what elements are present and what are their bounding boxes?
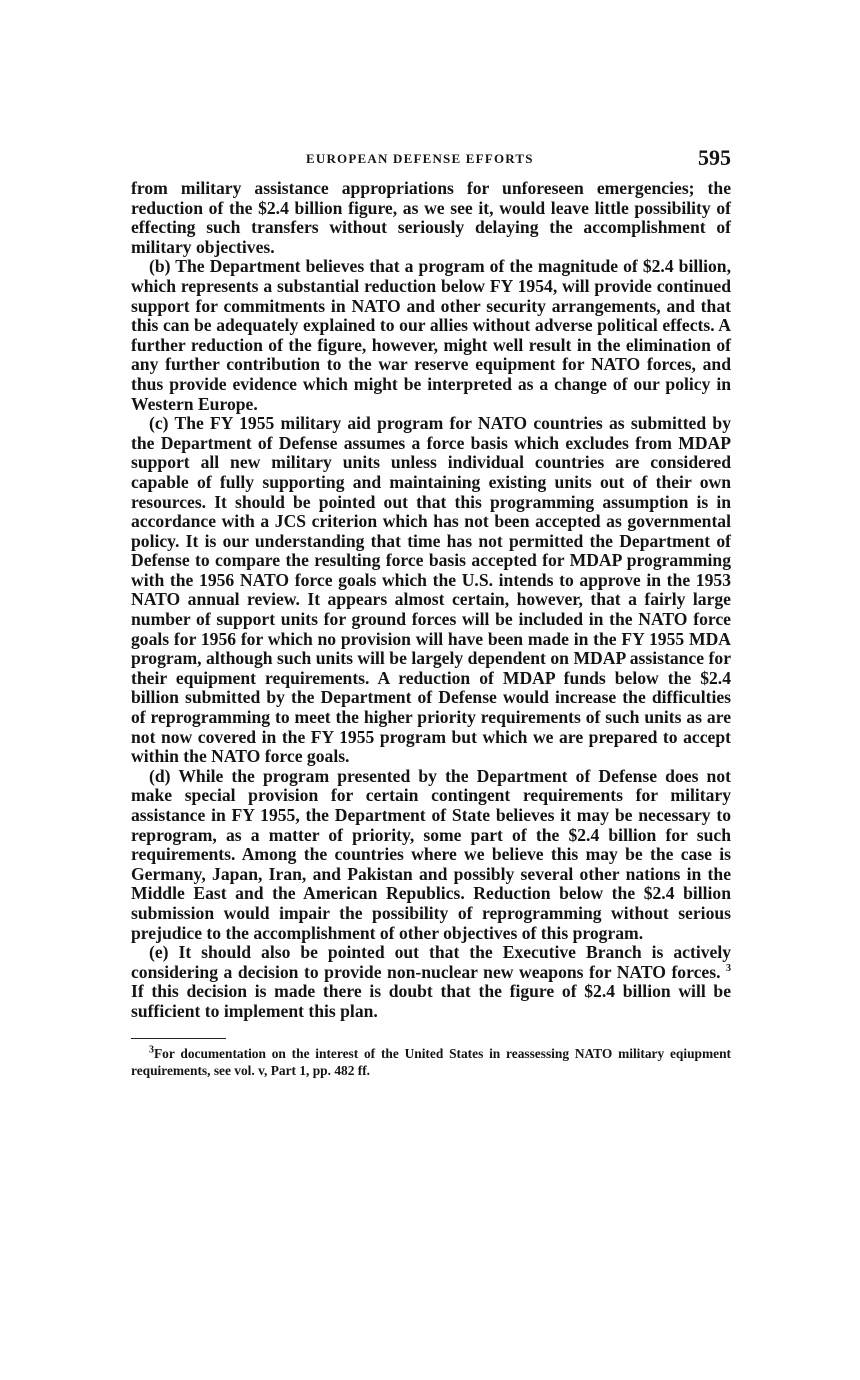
footnote-reference[interactable]: 3 — [726, 962, 731, 974]
footnote-text: For documentation on the interest of the United States in reassessing NATO military eqiupment requirements, see vol. v, Part 1, pp. 482 ff. — [131, 1045, 731, 1078]
body-text — [131, 179, 731, 1022]
paragraph-continued: from military assistance appropriations for unforeseen emergencies; the reduction of the $2.4 billion figure, as we see it, would leave little possibility of effecting such transfers without seriously delaying the accomplishment of military objectives. — [131, 178, 731, 257]
footnote — [131, 1045, 731, 1079]
paragraph-d: (d) While the program presented by the Department of Defense does not make special provision for certain contingent requirements for military assistance in FY 1955, the Department of State believes it may be necessary to reprogram, as a matter of priority, some part of the $2.4 billion for such requirements. Among the countries where we believe this may be the case is Germany, Japan, Iran, and Pakistan and possibly several other nations in the Middle East and the American Republics. Reduction below the $2.4 billion submission would impair the possibility of reprogramming without serious prejudice to the accomplishment of other objectives of this program. — [131, 765, 731, 943]
footnote-divider — [131, 1038, 226, 1039]
page-number: 595 — [698, 145, 731, 170]
footnote-marker: 3 — [149, 1044, 154, 1056]
paragraph-e-text-start: (e) It should also be pointed out that the Executive Branch is actively considering a decision to provide non-nuclear new weapons for NATO forces. — [131, 942, 731, 982]
running-header — [131, 145, 731, 179]
document-page — [131, 145, 731, 1079]
running-title: EUROPEAN DEFENSE EFFORTS — [306, 151, 534, 166]
paragraph-e-text-end: If this decision is made there is doubt that the figure of $2.4 billion will be sufficient to implement this plan. — [131, 981, 731, 1021]
paragraph-b: (b) The Department believes that a program of the magnitude of $2.4 billion, which represents a substantial reduction below FY 1954, will provide continued support for commitments in NATO and other security arrangements, and that this can be adequately explained to our allies without adverse political effects. A further reduction of the figure, however, might well result in the elimination of any further contribution to the war reserve equipment for NATO forces, and thus provide evidence which might be interpreted as a change of our policy in Western Europe. — [131, 256, 731, 414]
paragraph-e — [131, 943, 731, 1021]
paragraph-c: (c) The FY 1955 military aid program for NATO countries as submitted by the Department of Defense assumes a force basis which excludes from MDAP support all new military units unless individual countries are considered capable of fully supporting and maintaining existing units out of their own resources. It should be pointed out that this programming assumption is in accordance with a JCS criterion which has not been accepted as governmental policy. It is our understanding that time has not permitted the Department of Defense to compare the resulting force basis accepted for MDAP programming with the 1956 NATO force goals which the U.S. intends to approve in the 1953 NATO annual review. It appears almost certain, however, that a fairly large number of support units for ground forces will be included in the NATO force goals for 1956 for which no provision will have been made in the FY 1955 MDA program, although such units will be largely dependent on MDAP assistance for their equipment requirements. A reduction of MDAP funds below the $2.4 billion submitted by the Department of Defense would increase the difficulties of reprogramming to meet the higher priority requirements of such units as are not now covered in the FY 1955 program but which we are prepared to accept within the NATO force goals. — [131, 413, 731, 767]
